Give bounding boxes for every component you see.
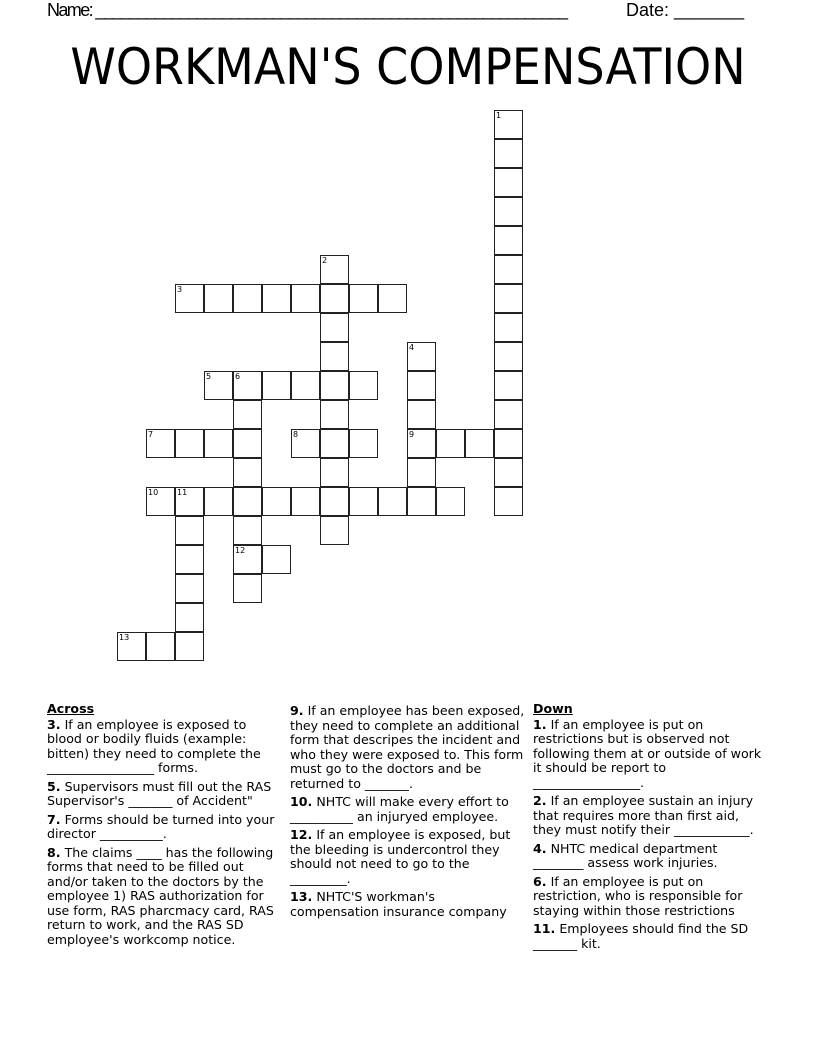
clue-number: 6 [235,372,241,381]
across-clue [290,828,526,886]
grid-cell[interactable] [175,603,204,632]
grid-cell[interactable] [494,313,523,342]
clue-number: 12 [235,546,246,555]
grid-cell[interactable] [233,574,262,603]
clue-number: 7 [148,430,154,439]
grid-cell[interactable] [146,487,175,516]
grid-cell[interactable] [378,284,407,313]
clue-number: 10 [148,488,159,497]
clue-text: If an employee is put on restrictions but is observed not following them at or outside of work it should be report to _________________. [533,716,762,790]
grid-cell[interactable] [204,371,233,400]
grid-cell[interactable] [233,400,262,429]
clue-number: 5. [47,778,61,794]
grid-cell[interactable] [349,284,378,313]
clue-text: NHTC medical department ________ assess work injuries. [533,840,718,870]
grid-cell[interactable] [320,516,349,545]
grid-cell[interactable] [233,284,262,313]
clue-number: 4 [409,343,415,352]
grid-cell[interactable] [494,284,523,313]
clue-number: 2 [322,256,328,265]
down-clue [533,875,769,919]
across-clue [290,890,526,919]
grid-cell[interactable] [291,371,320,400]
across-clues-continued [290,704,526,923]
grid-cell[interactable] [262,284,291,313]
grid-cell[interactable] [407,342,436,371]
grid-cell[interactable] [320,371,349,400]
grid-cell[interactable] [175,516,204,545]
grid-cell[interactable] [378,487,407,516]
clue-number: 6. [533,873,547,889]
across-clue [47,846,283,948]
grid-cell[interactable] [494,110,523,139]
down-clue [533,718,769,791]
grid-cell[interactable] [494,400,523,429]
grid-cell[interactable] [175,632,204,661]
clue-text: Supervisors must fill out the RAS Supervisor's _______ of Accident" [47,778,272,808]
grid-cell[interactable] [494,429,523,458]
down-clues [533,702,769,955]
clue-text: If an employee has been exposed, they need to complete an additional form that descripes the incident and who they were exposed to. This form must go to the doctors and be returned to _______. [290,703,525,791]
clue-number: 7. [47,811,61,827]
grid-cell[interactable] [349,429,378,458]
clue-text: NHTC will make every effort to __________ an injuryed employee. [290,794,509,824]
grid-cell[interactable] [233,545,262,574]
date-field-label: Date: _______ [626,0,745,20]
clue-number: 10. [290,794,313,809]
grid-cell[interactable] [320,284,349,313]
grid-cell[interactable] [175,574,204,603]
clue-number: 9 [409,430,415,439]
clue-number: 9. [290,703,304,718]
grid-cell[interactable] [320,429,349,458]
clue-text: Forms should be turned into your director __________. [47,811,275,841]
grid-cell[interactable] [262,545,291,574]
grid-cell[interactable] [436,429,465,458]
clue-number: 2. [533,793,547,808]
down-clue [533,922,769,951]
grid-cell[interactable] [494,371,523,400]
across-clue [290,795,526,824]
clue-number: 11 [177,488,188,497]
grid-cell[interactable] [233,429,262,458]
grid-cell[interactable] [204,487,233,516]
grid-cell[interactable] [204,284,233,313]
across-clue [47,718,283,776]
clue-number: 11. [533,921,556,936]
grid-cell[interactable] [291,284,320,313]
clue-number: 13 [119,633,130,642]
across-heading: Across [47,701,95,716]
clue-number: 3 [177,285,183,294]
grid-cell[interactable] [349,371,378,400]
clue-number: 13. [290,889,313,904]
grid-cell[interactable] [320,400,349,429]
across-clue [290,704,526,791]
grid-cell[interactable] [204,429,233,458]
clue-text: The claims ____ has the following forms that need to be filled out and/or taken to the doctors by the employee 1) RAS authorization for use form, RAS pharcmacy card, RAS return to work, and the RAS SD employee's workcomp notice. [47,844,274,947]
grid-cell[interactable] [407,487,436,516]
grid-cell[interactable] [291,429,320,458]
across-clue [47,780,283,809]
grid-cell[interactable] [262,487,291,516]
grid-cell[interactable] [407,458,436,487]
grid-cell[interactable] [117,632,146,661]
grid-cell[interactable] [349,487,378,516]
grid-cell[interactable] [146,429,175,458]
grid-cell[interactable] [175,429,204,458]
down-clue [533,794,769,838]
grid-cell[interactable] [494,487,523,516]
grid-cell[interactable] [465,429,494,458]
name-field-label: Name: ________________________________________________________ [47,0,567,20]
grid-cell[interactable] [320,458,349,487]
clue-number: 5 [206,372,212,381]
grid-cell[interactable] [291,487,320,516]
clue-text: If an employee is exposed, but the bleeding is undercontrol they should not need to go to the _________. [290,827,511,886]
grid-cell[interactable] [320,487,349,516]
grid-cell[interactable] [175,545,204,574]
grid-cell[interactable] [233,458,262,487]
grid-cell[interactable] [494,226,523,255]
grid-cell[interactable] [262,371,291,400]
clue-text: If an employee is exposed to blood or bodily fluids (example: bitten) they need to complete the _________________ forms. [47,716,261,775]
clue-number: 3. [47,716,61,732]
page-title: WORKMAN'S COMPENSATION [70,38,746,96]
grid-cell[interactable] [320,255,349,284]
grid-cell[interactable] [175,284,204,313]
clue-text: Employees should find the SD _______ kit. [533,921,749,951]
grid-cell[interactable] [320,342,349,371]
clue-number: 1. [533,716,547,732]
grid-cell[interactable] [407,429,436,458]
grid-cell[interactable] [494,458,523,487]
clue-number: 4. [533,840,547,856]
down-heading: Down [533,701,573,716]
clue-number: 8. [47,844,61,860]
across-clues [47,702,283,951]
grid-cell[interactable] [233,516,262,545]
clue-text: NHTC'S workman's compensation insurance company [290,889,507,919]
clue-text: If an employee sustain an injury that requires more than first aid, they must notify their ____________. [533,793,754,837]
grid-cell[interactable] [494,342,523,371]
grid-cell[interactable] [320,313,349,342]
grid-cell[interactable] [146,632,175,661]
grid-cell[interactable] [233,487,262,516]
clue-number: 12. [290,827,313,842]
down-clue [533,842,769,871]
across-clue [47,813,283,842]
grid-cell[interactable] [494,197,523,226]
grid-cell[interactable] [175,487,204,516]
clue-number: 1 [496,111,502,120]
grid-cell[interactable] [494,255,523,284]
grid-cell[interactable] [407,371,436,400]
clue-text: If an employee is put on restriction, who is responsible for staying within those restrictions [533,873,743,918]
grid-cell[interactable] [436,487,465,516]
grid-cell[interactable] [233,371,262,400]
grid-cell[interactable] [494,139,523,168]
grid-cell[interactable] [494,168,523,197]
grid-cell[interactable] [407,400,436,429]
clue-number: 8 [293,430,299,439]
